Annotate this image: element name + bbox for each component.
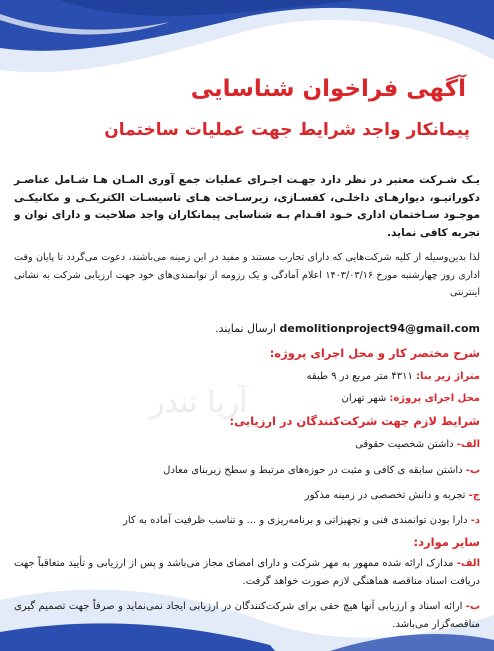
contact-email[interactable]: demolitionproject94@gmail.com xyxy=(279,322,480,335)
area-row xyxy=(14,368,480,386)
other-label: ب- xyxy=(465,601,480,612)
invitation-paragraph: لذا بدین‌وسیله از کلیه شرکت‌هایی که دارای تجارب مستند و مفید در این زمینه می‌باشند، دعوت می‌گردد تا پایان وقت اداری روز چهارشنبه مورخ ۱۴۰۳/۰۳/۱۶ اعلام آمادگی و یک رزومه از توانمندی‌های خود جهت ارزیابی شرکت به نشانی اینترنتی xyxy=(14,252,480,298)
condition-text: داشتن شخصیت حقوقی xyxy=(355,439,454,450)
notice-subtitle: پیمانکار واجد شرایط جهت عملیات ساختمان xyxy=(104,120,470,140)
email-line xyxy=(14,320,480,338)
condition-item xyxy=(14,436,480,454)
condition-label: ب- xyxy=(465,465,480,476)
area-value: ۴۳۱۱ متر مربع در ۹ طبقه xyxy=(306,371,413,382)
condition-item xyxy=(14,462,480,480)
watermark-text: آریا تندر xyxy=(150,385,248,420)
other-label: الف- xyxy=(456,558,480,569)
location-value: شهر تهران xyxy=(341,393,387,404)
notice-title: آگهی فراخوان شناسایی xyxy=(190,76,466,102)
condition-text: دارا بودن توانمندی فنی و تجهیزاتی و برنامه‌ریزی و ... و تناسب ظرفیت آماده به کار xyxy=(122,515,468,526)
area-label: متراژ زیر بنا: xyxy=(416,371,480,382)
other-item xyxy=(14,555,480,591)
condition-label: الف- xyxy=(456,439,480,450)
other-item xyxy=(14,598,480,634)
email-suffix: ارسال نمایند. xyxy=(215,322,276,335)
other-text: مدارک ارائه شده ممهور به مهر شرکت و دارای امضای مجاز می‌باشد و پس از ارزیابی و تأیید متعاقباً جهت دریافت اسناد مناقصه هماهنگی لازم صورت خواهد گرفت. xyxy=(14,558,480,587)
condition-item xyxy=(14,512,480,530)
condition-item xyxy=(14,487,480,505)
condition-label: د- xyxy=(470,515,480,526)
other-text: ارائه اسناد و ارزیابی آنها هیچ حقی برای شرکت‌کنندگان در ارزیابی ایجاد نمی‌نماید و صرفاً جهت تصمیم گیری مناقصه‌گزار می‌باشد. xyxy=(14,601,480,630)
section-other-title: سایر موارد: xyxy=(413,535,480,549)
condition-text: داشتن سابقه ی کافی و مثبت در حوزه‌های مرتبط و سطح زیربنای معادل xyxy=(163,465,463,476)
condition-text: تجربه و دانش تخصصی در زمینه مذکور xyxy=(304,490,466,501)
section-project-title: شرح مختصر کار و محل اجرای پروژه: xyxy=(269,346,480,360)
section-conditions-title: شرایط لازم جهت شرکت‌کنندگان در ارزیابی: xyxy=(229,414,480,428)
condition-label: ج- xyxy=(468,490,480,501)
location-label: محل اجرای پروژه: xyxy=(389,393,480,404)
intro-paragraph: یـک شـرکت معتبر در نظر دارد جهـت اجـرای عملیات جمع آوری المـان هـا شـامل عناصـر دکوراتیـو، دیوارهـای داخلـی، کفسـازی، زیرسـاخت هـای تاسیسـات الکتریکـی و مکانیکـی موجـود سـاختمان اداری خـود اقـدام بـه شناسایی پیمانکاران واجد صلاحیت و دارای توان و تجربه کافی نماید. xyxy=(14,174,480,239)
